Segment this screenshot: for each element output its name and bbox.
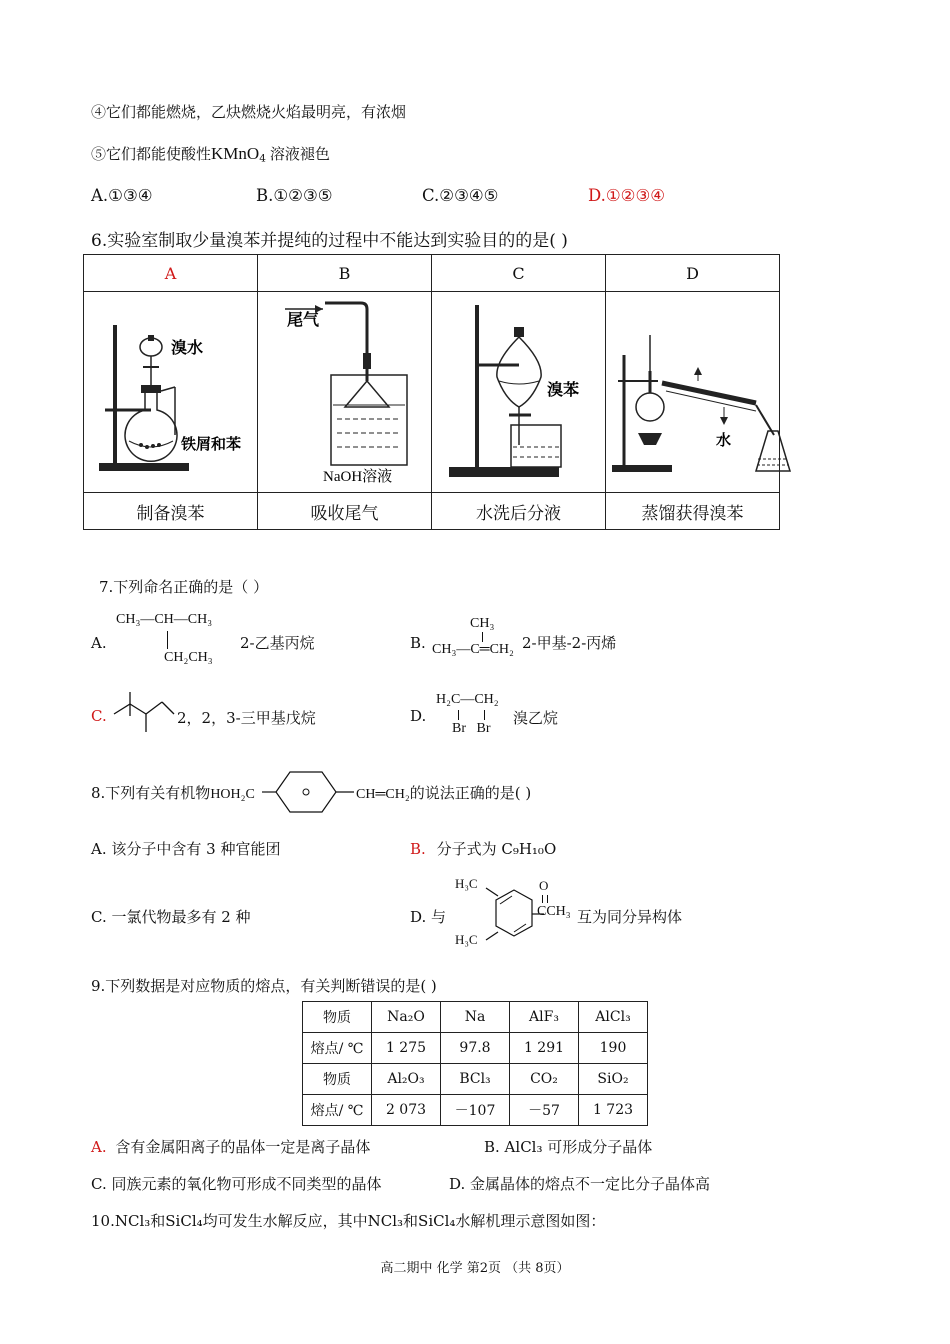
q6-header-d: D xyxy=(606,255,780,292)
q7-d-bond-right xyxy=(484,710,485,720)
mp-cell: Na xyxy=(441,1002,510,1033)
q8-option-d-pre: D. 与 xyxy=(410,908,447,926)
label-iron-benzene: 铁屑和苯 xyxy=(180,437,241,453)
mp-cell: 97.8 xyxy=(441,1033,510,1064)
q5-statement-4: ④它们都能燃烧，乙炔燃烧火焰最明亮，有浓烟 xyxy=(91,103,407,121)
mp-cell: 物质 xyxy=(303,1064,372,1095)
q6-image-c xyxy=(432,292,606,493)
q5-statement-5-pre: ⑤它们都能使酸性 xyxy=(91,145,212,163)
label-tail-gas: 尾气 xyxy=(286,312,319,329)
label-water: 水 xyxy=(716,433,732,449)
q8-stem-pre: 8.下列有关有机物 xyxy=(91,784,211,802)
label-naoh: NaOH溶液 xyxy=(322,469,392,485)
q8-stem-right xyxy=(356,782,531,803)
flask-apparatus-diagram xyxy=(91,295,251,485)
mp-cell: 190 xyxy=(579,1033,648,1064)
mp-cell: AlCl₃ xyxy=(579,1002,648,1033)
q9-option-a-letter: A. xyxy=(91,1138,107,1156)
q7-a-bond xyxy=(167,631,168,649)
q7-b-structure-top: CH₃ xyxy=(470,616,495,631)
q6-header-c: C xyxy=(432,255,606,292)
q6-header-b: B xyxy=(258,255,432,292)
q7-d-structure-bottom: Br Br xyxy=(452,721,491,736)
q5-option-a: A.①③④ xyxy=(91,186,153,205)
q8-d-methyl-bottom: H₃C xyxy=(455,932,478,947)
mp-cell: 1 291 xyxy=(510,1033,579,1064)
q7-d-bond-left xyxy=(458,710,459,720)
q8-benzene-ring xyxy=(262,770,354,814)
q6-image-a xyxy=(84,292,258,493)
q8-d-acyl: CCH₃ xyxy=(537,904,571,919)
page-footer: 高二期中 化学 第2页 （共 8页） xyxy=(380,1261,570,1276)
q8-d-methyl-top: H₃C xyxy=(455,876,478,891)
q7-a-structure-bottom: CH₂CH₃ xyxy=(164,650,213,665)
q7-b-name: 2-甲基-2-丙烯 xyxy=(522,634,617,652)
q5-option-c: C.②③④⑤ xyxy=(422,186,499,205)
q8-option-c: C. 一氯代物最多有 2 种 xyxy=(91,908,251,926)
mp-cell: 熔点/ ℃ xyxy=(303,1033,372,1064)
q8-option-d-post: 互为同分异构体 xyxy=(577,908,683,926)
q7-a-structure-top: CH₃—CH—CH₃ xyxy=(116,612,213,627)
mp-cell: BCl₃ xyxy=(441,1064,510,1095)
q5-formula: KMnO xyxy=(211,144,260,163)
q8-option-b-text: 分子式为 C₉H₁₀O xyxy=(436,840,557,858)
q6-caption-a: 制备溴苯 xyxy=(84,493,258,530)
q6-apparatus-table xyxy=(83,254,780,530)
mp-cell: 熔点/ ℃ xyxy=(303,1095,372,1126)
q6-caption-c: 水洗后分液 xyxy=(432,493,606,530)
q8-d-oxygen: O xyxy=(539,878,549,893)
label-bromine-water: 溴水 xyxy=(170,340,203,357)
q7-d-structure-top: H₂C—CH₂ xyxy=(436,692,499,707)
q8-stem xyxy=(91,782,255,803)
q8-d-carbonyl-bond xyxy=(542,895,548,903)
mp-cell: CO₂ xyxy=(510,1064,579,1095)
q7-option-c-letter: C. xyxy=(91,707,107,725)
q7-stem: 7.下列命名正确的是（ ） xyxy=(99,578,269,596)
q5-option-b: B.①②③⑤ xyxy=(256,186,333,205)
q8-stem-post: 的说法正确的是( ) xyxy=(409,784,532,802)
q6-caption-d: 蒸馏获得溴苯 xyxy=(606,493,780,530)
q7-option-a-letter: A. xyxy=(91,634,107,652)
q7-c-skeletal-structure xyxy=(110,690,176,736)
mp-cell: 物质 xyxy=(303,1002,372,1033)
q7-c-name: 2，2，3-三甲基戊烷 xyxy=(177,709,316,727)
q7-option-b-letter: B. xyxy=(410,634,426,652)
mp-cell: 2 073 xyxy=(372,1095,441,1126)
separating-funnel-diagram xyxy=(439,295,599,485)
q6-image-b xyxy=(258,292,432,493)
melting-point-table xyxy=(302,1001,648,1126)
mp-cell: －107 xyxy=(441,1095,510,1126)
q7-b-structure-bottom: CH₃—C═CH₂ xyxy=(432,642,514,657)
q8-option-b xyxy=(410,838,556,859)
q7-b-bond xyxy=(482,632,483,642)
q7-d-name: 溴乙烷 xyxy=(513,709,559,727)
mp-cell: －57 xyxy=(510,1095,579,1126)
mp-cell: AlF₃ xyxy=(510,1002,579,1033)
q9-stem: 9.下列数据是对应物质的熔点，有关判断错误的是( ) xyxy=(91,977,437,995)
mp-cell: Al₂O₃ xyxy=(372,1064,441,1095)
q9-option-d: D. 金属晶体的熔点不一定比分子晶体高 xyxy=(449,1175,711,1193)
q5-statement-5 xyxy=(91,143,330,164)
q8-option-a: A. 该分子中含有 3 种官能团 xyxy=(91,840,281,858)
q6-image-d xyxy=(606,292,780,493)
q5-statement-5-post: 溶液褪色 xyxy=(269,145,330,163)
q9-option-c: C. 同族元素的氧化物可形成不同类型的晶体 xyxy=(91,1175,382,1193)
label-bromobenzene: 溴苯 xyxy=(546,382,579,399)
beaker-absorption-diagram xyxy=(265,295,425,485)
q9-option-a xyxy=(91,1136,370,1157)
q6-header-a: A xyxy=(84,255,258,292)
q9-option-b: B. AlCl₃ 可形成分子晶体 xyxy=(484,1138,653,1156)
q8-group-left: HOH₂C xyxy=(210,787,255,802)
q8-group-right: CH═CH₂ xyxy=(356,787,410,802)
mp-cell: 1 275 xyxy=(372,1033,441,1064)
q9-option-a-text: 含有金属阳离子的晶体一定是离子晶体 xyxy=(115,1138,371,1156)
q7-option-d-letter: D. xyxy=(410,707,427,725)
q6-caption-b: 吸收尾气 xyxy=(258,493,432,530)
q8-option-b-letter: B. xyxy=(410,840,426,858)
q5-formula-sub: 4 xyxy=(259,152,266,165)
mp-cell: Na₂O xyxy=(372,1002,441,1033)
mp-cell: 1 723 xyxy=(579,1095,648,1126)
q5-option-d: D.①②③④ xyxy=(588,186,666,205)
q6-stem: 6.实验室制取少量溴苯并提纯的过程中不能达到实验目的的是( ) xyxy=(91,231,568,251)
q10-stem: 10.NCl₃和SiCl₄均可发生水解反应，其中NCl₃和SiCl₄水解机理示意图如图： xyxy=(91,1212,606,1230)
mp-cell: SiO₂ xyxy=(579,1064,648,1095)
q7-a-name: 2-乙基丙烷 xyxy=(240,634,315,652)
distillation-diagram xyxy=(606,295,796,485)
